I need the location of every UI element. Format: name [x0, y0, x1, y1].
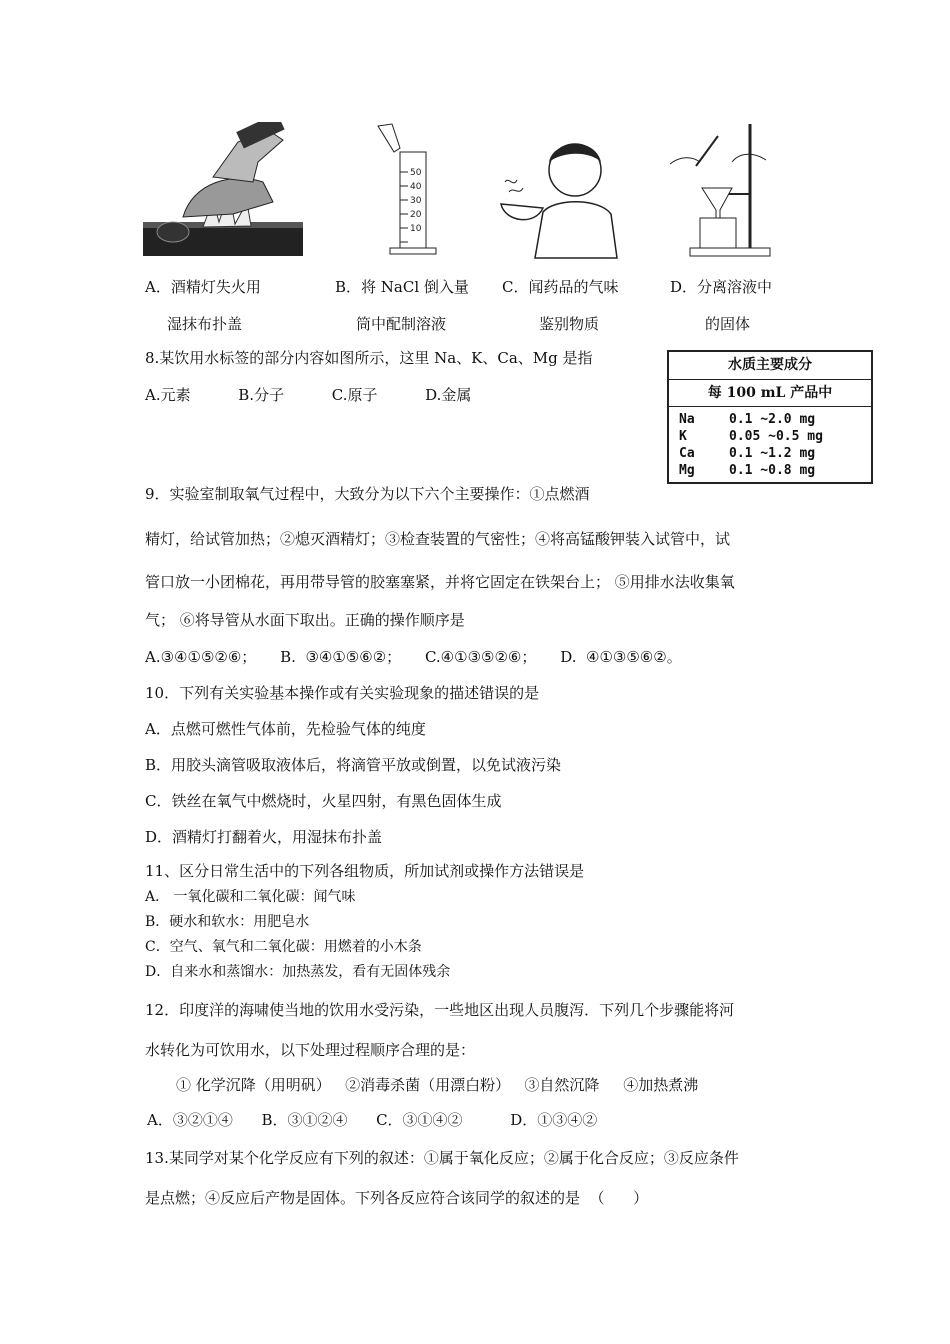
element-symbol: Na: [679, 412, 695, 427]
q10-option-d: D．酒精灯打翻着火，用湿抹布扑盖: [145, 828, 383, 846]
element-value: 0.1 ~1.2 mg: [729, 446, 816, 461]
element-value: 0.05 ~0.5 mg: [729, 429, 823, 444]
q10-option-c: C．铁丝在氧气中燃烧时，火星四射，有黑色固体生成: [145, 792, 502, 810]
element-symbol: Mg: [679, 463, 695, 478]
caption-a-line2: 湿抹布扑盖: [167, 315, 243, 333]
q11-option-c: C．空气、氧气和二氧化碳：用燃着的小木条: [145, 939, 422, 955]
element-symbol: K: [679, 429, 687, 444]
caption-a-line1: A．酒精灯失火用: [145, 278, 261, 296]
caption-c-line2: 鉴别物质: [539, 315, 600, 333]
cylinder-mark-40: 40: [410, 182, 422, 192]
water-label-row: [679, 412, 816, 427]
element-value: 0.1 ~2.0 mg: [729, 412, 816, 427]
figure-filtration: [670, 122, 778, 260]
q11-option-d: D．自来水和蒸馏水：加热蒸发，看有无固体残余: [145, 964, 451, 980]
water-label-row: [679, 429, 823, 444]
q11-stem: 11、区分日常生活中的下列各组物质，所加试剂或操作方法错误是: [145, 862, 585, 880]
q9-line3: 管口放一小团棉花，再用带导管的胶塞塞紧，并将它固定在铁架台上； ⑤用排水法收集氧: [145, 573, 735, 591]
caption-b-line1: B．将 NaCl 倒入量: [335, 278, 469, 296]
cylinder-mark-10: 10: [410, 224, 422, 234]
water-label-row: [679, 446, 816, 461]
figure-smelling-reagent: [495, 122, 620, 260]
q9-line4: 气； ⑥将导管从水面下取出。正确的操作顺序是: [145, 611, 465, 629]
caption-d-line1: D．分离溶液中: [670, 278, 773, 296]
q9-line2: 精灯，给试管加热；②熄灭酒精灯；③检查装置的气密性；④将高锰酸钾装入试管中，试: [145, 530, 731, 548]
water-label-subtitle: 每 100 mL 产品中: [669, 380, 871, 407]
q8-stem: 8.某饮用水标签的部分内容如图所示，这里 Na、K、Ca、Mg 是指: [145, 349, 593, 367]
q10-option-a: A．点燃可燃性气体前，先检验气体的纯度: [145, 720, 426, 738]
caption-b-line2: 筒中配制溶液: [356, 315, 447, 333]
figure-alcohol-lamp-fire: [143, 122, 303, 260]
water-label: [667, 350, 873, 484]
q8-options: A.元素 B.分子 C.原子 D.金属: [145, 386, 472, 404]
caption-d-line2: 的固体: [705, 315, 751, 333]
water-label-title: 水质主要成分: [669, 352, 871, 380]
cylinder-mark-20: 20: [410, 210, 422, 220]
q10-option-b: B．用胶头滴管吸取液体后，将滴管平放或倒置，以免试液污染: [145, 756, 562, 774]
cylinder-mark-50: 50: [410, 168, 422, 178]
q13-line2: 是点燃；④反应后产物是固体。下列各反应符合该同学的叙述的是 （ ）: [145, 1189, 649, 1207]
cylinder-mark-30: 30: [410, 196, 422, 206]
q11-option-b: B．硬水和软水：用肥皂水: [145, 914, 310, 930]
water-label-row: [679, 463, 816, 478]
q11-option-a: A． 一氧化碳和二氧化碳：闻气味: [145, 889, 356, 905]
q12-line1: 12．印度洋的海啸使当地的饮用水受污染，一些地区出现人员腹泻．下列几个步骤能将河: [145, 1001, 735, 1019]
q9-options: A.③④①⑤②⑥； B. ③④①⑤⑥②； C.④①③⑤②⑥； D. ④①③⑤⑥②。: [145, 648, 682, 666]
q12-line2: 水转化为可饮用水，以下处理过程顺序合理的是：: [145, 1041, 476, 1059]
q12-steps: ① 化学沉降（用明矾） ②消毒杀菌（用漂白粉） ③自然沉降 ④加热煮沸: [176, 1076, 699, 1094]
caption-c-line1: C．闻药品的气味: [502, 278, 619, 296]
q12-options: A．③②①④ B．③①②④ C．③①④② D．①③④②: [147, 1111, 598, 1129]
element-symbol: Ca: [679, 446, 695, 461]
q10-stem: 10．下列有关实验基本操作或有关实验现象的描述错误的是: [145, 684, 540, 702]
figure-graduated-cylinder: [370, 122, 440, 260]
element-value: 0.1 ~0.8 mg: [729, 463, 816, 478]
q13-line1: 13.某同学对某个化学反应有下列的叙述：①属于氧化反应；②属于化合反应；③反应条件: [145, 1149, 739, 1167]
q9-line1: 9．实验室制取氧气过程中，大致分为以下六个主要操作：①点燃酒: [145, 485, 590, 503]
